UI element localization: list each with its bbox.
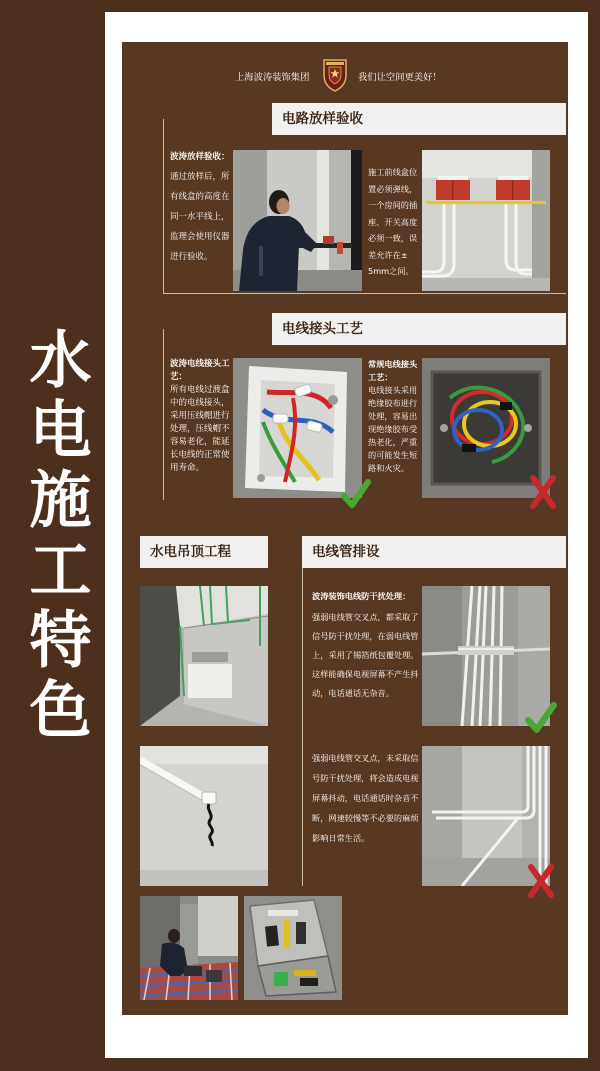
section-title-circuit-layout: 电路放样验收 <box>272 103 566 135</box>
photo-wire-nut-junction-box <box>233 358 362 498</box>
slogan: 我们让空间更美好！ <box>358 72 442 83</box>
photo-worker-crouching <box>140 896 238 1000</box>
check-mark-icon <box>525 700 557 736</box>
conduit-good-body: 强弱电线管交叉点，都采取了 信号防干扰处理，在弱电线管 上，采用了锡箔纸包覆处理。 这样能确保电视屏幕不产生抖 动，电话通话无杂音。 <box>312 611 419 699</box>
photo-graphic <box>140 746 268 886</box>
wire-joint-bad-body: 电线接头采用 绝缘胶布进行 处理，容易出 现绝缘胶布受 热老化，严重 的可能发生短 路和火灾。 <box>368 385 418 473</box>
logo-graphic <box>322 57 348 92</box>
photo-graphic <box>422 150 550 291</box>
section-rule-horizontal <box>163 293 566 294</box>
section-title-conduit-layout: 电线管排设 <box>302 536 566 568</box>
photo-open-toolbox <box>244 896 342 1000</box>
photo-wall-conduit-cable <box>140 746 268 886</box>
section-rule-vertical <box>163 119 164 294</box>
conduit-bad-body: 强弱电线管交叉点，未采取信 号防干扰处理，将会造成电视 屏幕抖动，电话通话时杂音不 断，网速较慢等不必要的麻烦 影响日常生活。 <box>312 753 419 843</box>
circuit-note-a-body: 通过放样后，所 有线盒的高度在 同一水平线上， 监理会使用仪器 进行验收。 <box>170 172 230 262</box>
photo-worker-level-check <box>233 150 362 291</box>
circuit-note-b-body: 施工前线盒位 置必须弹线， 一个房间的插 座、开关高度 必须一致，误 差允许在± 5mm之间。 <box>368 167 418 276</box>
photo-graphic <box>244 896 342 1000</box>
section-rule-vertical <box>302 552 303 886</box>
cross-mark-icon <box>529 474 557 510</box>
photo-ceiling-pipes <box>140 586 268 726</box>
company-name: 上海波涛装饰集团 <box>235 72 310 83</box>
circuit-note-a-heading: 波涛放样验收： <box>170 152 230 162</box>
conduit-good-heading: 波涛装饰电线防干扰处理： <box>312 591 411 601</box>
wire-joint-good-body: 所有电线过渡盒 中的电线接头， 采用压线帽进行 处理，压线帽不 容易老化，能延 长电线的正常使 用寿命。 <box>170 385 230 473</box>
wire-joint-bad-heading: 常规电线接头 工艺： <box>368 359 418 382</box>
side-title: 水电施工特色 <box>19 327 92 747</box>
photo-graphic <box>140 896 238 1000</box>
photo-graphic <box>233 358 362 498</box>
photo-marked-switch-boxes <box>422 150 550 291</box>
photo-graphic <box>233 150 362 291</box>
shield-crest-logo <box>322 57 348 92</box>
photo-graphic <box>140 586 268 726</box>
wire-joint-good-heading: 波涛电线接头工 艺： <box>170 359 230 382</box>
section-title-ceiling-works: 水电吊顶工程 <box>140 536 268 568</box>
section-rule-vertical <box>163 329 164 500</box>
check-mark-icon <box>341 478 371 510</box>
cross-mark-icon <box>527 862 555 900</box>
section-title-wire-joint: 电线接头工艺 <box>272 313 566 345</box>
